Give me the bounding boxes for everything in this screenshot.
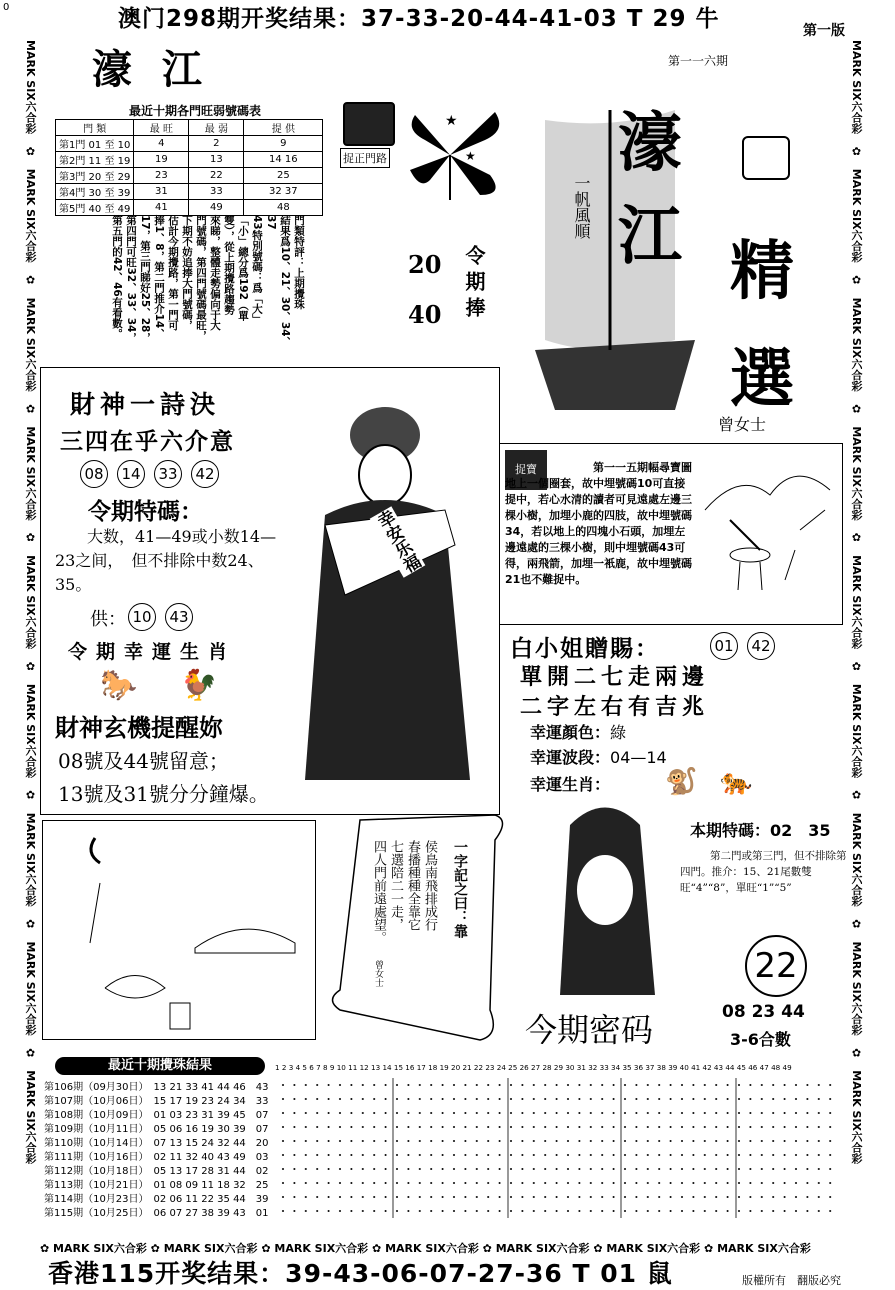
reminder-line-1: 08號及44號留意； (58, 749, 229, 773)
number-ball: 01 (710, 632, 738, 660)
feature-char-1: 濠 (618, 106, 682, 181)
hold-number-2: 40 (408, 300, 442, 329)
monkey-icon: 🐒 (665, 767, 698, 797)
reminder-line-2: 13號及31號分分鐘爆。 (58, 782, 269, 806)
hand-stamp-icon (343, 102, 395, 146)
miss-bai-line-2: 二字左右有吉兆 (520, 695, 710, 720)
table-row: 第113期（10月21日） 01 08 09 11 18 32 25 (44, 1180, 269, 1191)
macau-result-title: 澳门298期开奖结果：37-33-20-44-41-03 T 29 牛 (118, 6, 720, 32)
right-border-strip: MARK SIX六合彩 ✿ MARK SIX六合彩 ✿ MARK SIX六合彩 ✿ MARK SIX六合彩 ✿ MARK SIX六合彩 ✿ MARK SIX六合彩 ✿ MARK SIX六合彩 ✿ MARK SIX六合彩 ✿ MARK SIX六合彩 (850, 40, 863, 1165)
edition-label: 第一版 (803, 23, 845, 39)
girl-portrait-illustration (540, 795, 670, 1005)
feature-char-2: 江 (618, 199, 682, 274)
scroll-poem: 侯鳥南飛排成行 春播種種全靠它 七選陪二一走， 四人門前遠處望。 (371, 840, 437, 944)
sash-text: 幸安乐福 (370, 506, 426, 577)
miss-bai-title: 白小姐贈賜： (510, 636, 660, 662)
door-commentary: 門類特評：上期攪珠 結果爲10、21、30、34、37 43特別號碼：爲「大」 「小」總分爲192（單 雙），從上期攪路趨勢 來睇，整體走勢偏向于大 門號碼，第四門號碼最旺， 下期不妨追捧大門號碼， 估計今期攪路，第一門可 捧1、8，第二門推介14、 17，第三門睇好25、28， 第四門可旺32、33、34， 第五門的42、46有看數。 (111, 215, 305, 347)
hold-label: 令期捧 (462, 245, 486, 323)
table-row: 第110期（10月14日） 07 13 15 24 32 44 20 (44, 1138, 269, 1149)
hold-number-1: 20 (408, 250, 442, 279)
svg-text:★: ★ (465, 149, 476, 163)
feature-char-3: 精 (730, 234, 794, 309)
table-row: 第112期（10月18日） 05 13 17 28 31 44 02 (44, 1166, 269, 1177)
feature-author: 曾女士 (718, 415, 767, 434)
door-col-header: 最 旺 (134, 120, 189, 136)
door-col-header: 門 類 (56, 120, 134, 136)
horse-icon: 🐎 (100, 668, 138, 703)
number-ball: 14 (117, 460, 145, 488)
table-row: 第109期（10月11日） 05 06 16 19 30 39 07 (44, 1124, 269, 1135)
issue-label: 第一一六期 (668, 54, 729, 68)
results-axis: 1 2 3 4 5 6 7 8 9 10 11 12 13 14 15 16 17 18 19 20 21 22 23 24 25 26 27 28 29 30 31 32 33 34 35 36 37 38 39 40 41 42 43 44 45 46 47 48 49 (275, 1063, 792, 1072)
number-ball: 33 (154, 460, 182, 488)
copyright: 版權所有 翻版必究 (742, 1274, 841, 1287)
table-row: 第1門 01 至 10 4 2 9 (56, 136, 323, 152)
tiger-icon: 🐅 (720, 767, 753, 797)
door-table-block (55, 102, 335, 216)
poem-title: 財神一詩決 (70, 390, 221, 419)
lucky-zodiac: 幸運生肖： (530, 775, 611, 794)
table-row: 第114期（10月23日） 02 06 11 22 35 44 39 (44, 1194, 269, 1205)
star-decoration-icon (395, 100, 525, 210)
landscape-illustration (45, 823, 312, 1035)
sail-text: 一帆風順 (572, 175, 591, 239)
number-ball: 08 (80, 460, 108, 488)
reminder-title: 財神玄機提醒妳 (55, 714, 223, 742)
catch-stamp-label: 捉正門路 (340, 148, 390, 168)
give-numbers (128, 603, 202, 631)
table-row: 第108期（10月09日） 01 03 23 31 39 45 07 (44, 1110, 269, 1121)
table-row: 第4門 30 至 39 31 33 32 37 (56, 184, 323, 200)
god-of-wealth-illustration (285, 395, 490, 795)
zodiac-title: 令期幸運生肖 (68, 641, 237, 663)
door-table (55, 119, 323, 216)
table-row: 第3門 20 至 29 23 22 25 (56, 168, 323, 184)
table-row: 第111期（10月16日） 02 11 32 40 43 49 03 (44, 1152, 269, 1163)
special-title: 令期特碼： (88, 498, 203, 525)
results-dot-grid (278, 1078, 840, 1223)
scroll-side: 一字記之曰：靠 (452, 840, 468, 938)
results-title: 最近十期攪珠結果 (55, 1057, 265, 1075)
secret-label: 今期密码 (525, 1011, 654, 1049)
hk-result-footer: 香港115开奖结果：39-43-06-07-27-36 T 01 鼠 (48, 1259, 673, 1288)
feature-char-4: 選 (730, 342, 794, 417)
miss-bai-line-1: 單開二七走兩邊 (520, 665, 710, 690)
svg-text:★: ★ (445, 113, 458, 129)
poem-line: 三四在乎六介意 (60, 429, 235, 455)
brand-title: 濠 江 (92, 46, 210, 93)
lucky-wave: 幸運波段：04—14 (530, 748, 667, 767)
special-code: 本期特碼：02 35 (690, 821, 831, 840)
bottom-border-strip: ✿ MARK SIX六合彩 ✿ MARK SIX六合彩 ✿ MARK SIX六合彩 ✿ MARK SIX六合彩 ✿ MARK SIX六合彩 ✿ MARK SIX六合彩 ✿ MARK SIX六合彩 (40, 1242, 811, 1255)
give-label: 供： (90, 609, 126, 630)
deer-treasure-map (700, 450, 835, 610)
lucky-color: 幸運顏色：綠 (530, 723, 627, 742)
miss-bai-numbers (710, 632, 784, 660)
page-number: 0 (3, 2, 10, 13)
number-ball: 43 (165, 603, 193, 631)
special-code-note: 第二門或第三門，但不排除第四門。推介：15、21尾數雙旺“4”“8”，單旺“1”“5” (680, 850, 847, 894)
door-col-header: 提 供 (244, 120, 323, 136)
scroll-author: 曾女士 (373, 960, 383, 987)
seal-icon (742, 136, 790, 180)
door-table-caption: 最近十期各門旺弱號碼表 (128, 104, 261, 118)
secret-numbers: 08 23 44 (722, 1002, 805, 1022)
left-border-strip: MARK SIX六合彩 ✿ MARK SIX六合彩 ✿ MARK SIX六合彩 ✿ MARK SIX六合彩 ✿ MARK SIX六合彩 ✿ MARK SIX六合彩 ✿ MARK SIX六合彩 ✿ MARK SIX六合彩 ✿ MARK SIX六合彩 (24, 40, 37, 1165)
table-row: 第5門 40 至 49 41 49 48 (56, 200, 323, 216)
number-ball: 42 (747, 632, 775, 660)
number-ball: 10 (128, 603, 156, 631)
puzzle-text: 第一一五期幅尋寶圖地上一個圈套，故中埋號碼10可直接提中，若心水清的讀者可見遠處左邊三棵小樹，加埋小鹿的四肢，故中埋號碼34，若以地上的四塊小石頭，加埋左邊遠處的三棵小樹，則中埋號碼43可得，兩飛箭，加埋一衹鹿，故中埋號碼21也不難捉中。 (505, 461, 692, 586)
table-row: 第107期（10月06日） 15 17 19 23 24 34 33 (44, 1096, 269, 1107)
poem-numbers (80, 460, 228, 488)
number-ball: 42 (191, 460, 219, 488)
door-col-header: 最 弱 (189, 120, 244, 136)
secret-sum: 3-6合數 (730, 1030, 791, 1049)
rooster-icon: 🐓 (180, 668, 218, 703)
puzzle-stamp-icon: 捉寶 (505, 450, 547, 490)
table-row: 第2門 11 至 19 19 13 14 16 (56, 152, 323, 168)
table-row: 第106期（09月30日） 13 21 33 41 44 46 43 (44, 1082, 269, 1093)
big-number-ball: 22 (745, 935, 807, 997)
special-text: 大数，41—49或小数14—23之间， 但不排除中数24、35。 (55, 527, 277, 594)
table-row: 第115期（10月25日） 06 07 27 38 39 43 01 (44, 1208, 269, 1219)
